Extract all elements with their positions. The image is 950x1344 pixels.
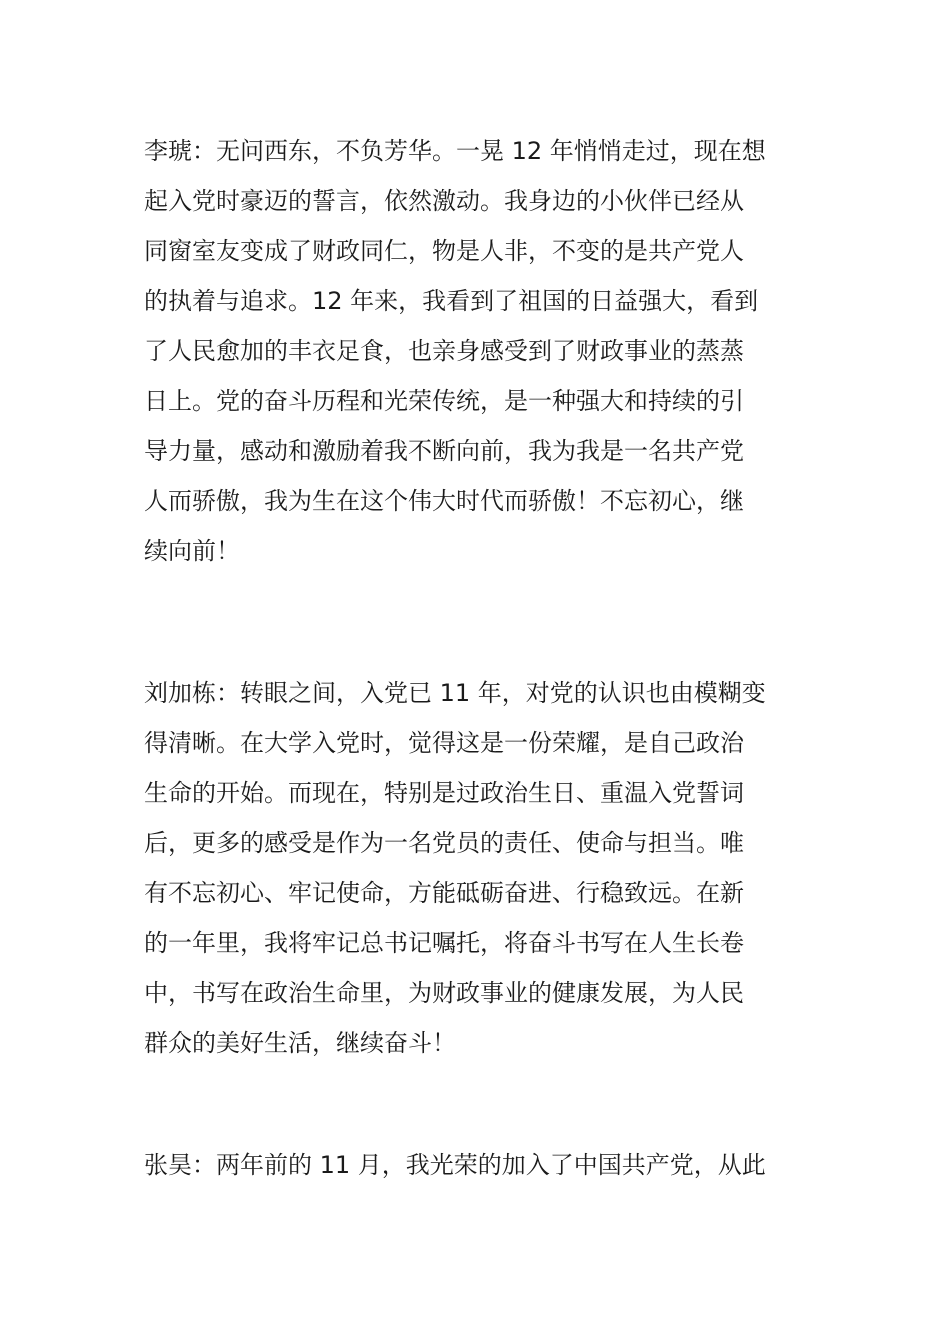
text-line: 有不忘初心、牢记使命，方能砥砺奋进、行稳致远。在新 (144, 879, 744, 907)
text-line: 群众的美好生活，继续奋斗！ (144, 1029, 456, 1057)
text-line: 得清晰。在大学入党时，觉得这是一份荣耀，是自己政治 (144, 729, 744, 757)
text-line: 后，更多的感受是作为一名党员的责任、使命与担当。唯 (144, 829, 744, 857)
text-line: 同窗室友变成了财政同仁，物是人非，不变的是共产党人 (144, 237, 744, 265)
text-line: 续向前！ (144, 537, 240, 565)
text-line: 的一年里，我将牢记总书记嘱托，将奋斗书写在人生长卷 (144, 929, 744, 957)
text-line: 了人民愈加的丰衣足食，也亲身感受到了财政事业的蒸蒸 (144, 337, 744, 365)
paragraph-liu-jiadong (144, 668, 806, 1068)
text-line: 人而骄傲，我为生在这个伟大时代而骄傲！不忘初心，继 (144, 487, 744, 515)
text-line: 李琥：无问西东，不负芳华。一晃 12 年悄悄走过，现在想 (144, 137, 766, 165)
text-line: 刘加栋：转眼之间，入党已 11 年，对党的认识也由模糊变 (144, 679, 766, 707)
text-line: 起入党时豪迈的誓言，依然激动。我身边的小伙伴已经从 (144, 187, 744, 215)
text-line: 张昊：两年前的 11 月，我光荣的加入了中国共产党，从此 (144, 1151, 766, 1179)
text-line: 日上。党的奋斗历程和光荣传统，是一种强大和持续的引 (144, 387, 744, 415)
paragraph-li-hu (144, 126, 806, 576)
text-line: 导力量，感动和激励着我不断向前，我为我是一名共产党 (144, 437, 744, 465)
text-line: 的执着与追求。12 年来，我看到了祖国的日益强大，看到 (144, 287, 759, 315)
paragraph-zhang-hao (144, 1140, 806, 1190)
text-line: 中，书写在政治生命里，为财政事业的健康发展，为人民 (144, 979, 744, 1007)
text-line: 生命的开始。而现在，特别是过政治生日、重温入党誓词 (144, 779, 744, 807)
